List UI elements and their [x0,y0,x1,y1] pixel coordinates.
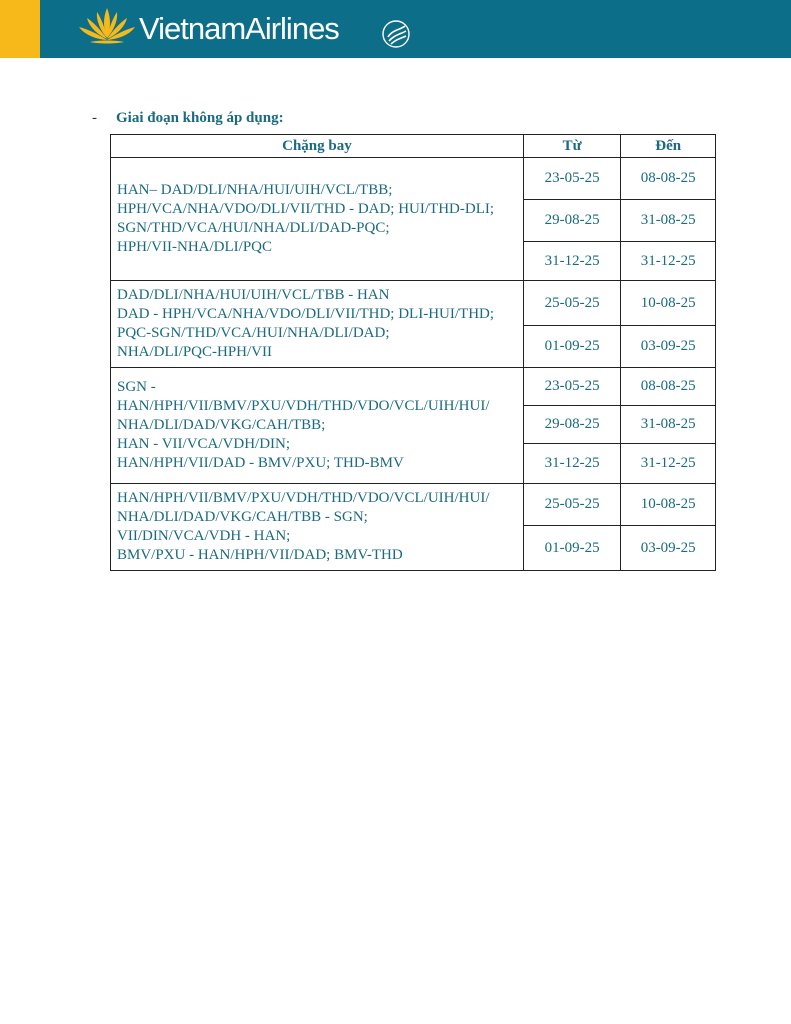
route-line: VII/DIN/VCA/VDH - HAN; [117,528,291,544]
date-to: 31-08-25 [621,406,716,444]
skyteam-logo-icon [376,12,416,52]
date-to: 31-12-25 [621,444,716,484]
date-to: 03-09-25 [621,326,716,368]
date-to: 10-08-25 [621,281,716,326]
brand-name: VietnamAirlines [139,11,339,46]
section-heading [92,110,284,127]
section-title: Giai đoạn không áp dụng: [116,110,284,126]
lotus-logo-icon [76,4,138,46]
date-from: 31-12-25 [523,242,621,281]
route-line: HAN/HPH/VII/BMV/PXU/VDH/THD/VDO/VCL/UIH/HUI/ [117,490,490,506]
header-bar [0,0,791,58]
date-to: 08-08-25 [621,368,716,406]
date-to: 03-09-25 [621,526,716,571]
header-route: Chặng bay [111,135,524,158]
date-from: 25-05-25 [523,281,621,326]
route-line: SGN - [117,379,156,395]
accent-stripe [0,0,40,58]
date-to: 10-08-25 [621,484,716,526]
route-line: HAN– DAD/DLI/NHA/HUI/UIH/VCL/TBB; [117,182,393,198]
date-from: 23-05-25 [523,158,621,200]
route-line: NHA/DLI/DAD/VKG/CAH/TBB - SGN; [117,509,368,525]
date-from: 29-08-25 [523,406,621,444]
route-line: HAN - VII/VCA/VDH/DIN; [117,436,291,452]
route-line: HPH/VCA/NHA/VDO/DLI/VII/THD - DAD; HUI/THD-DLI; [117,201,495,217]
date-to: 08-08-25 [621,158,716,200]
date-from: 25-05-25 [523,484,621,526]
header-from: Từ [523,135,621,158]
table-row [111,158,716,200]
route-line: DAD - HPH/VCA/NHA/VDO/DLI/VII/THD; DLI-HUI/THD; [117,306,495,322]
route-line: PQC-SGN/THD/VCA/HUI/NHA/DLI/DAD; [117,325,390,341]
route-line: BMV/PXU - HAN/HPH/VII/DAD; BMV-THD [117,547,403,563]
table-row [111,484,716,526]
table-row [111,368,716,406]
route-line: DAD/DLI/NHA/HUI/UIH/VCL/TBB - HAN [117,287,390,303]
route-line: SGN/THD/VCA/HUI/NHA/DLI/DAD-PQC; [117,220,390,236]
blackout-period-table [110,134,716,571]
route-line: NHA/DLI/DAD/VKG/CAH/TBB; [117,417,326,433]
route-cell [111,281,524,368]
date-to: 31-12-25 [621,242,716,281]
date-from: 29-08-25 [523,200,621,242]
route-line: HAN/HPH/VII/BMV/PXU/VDH/THD/VDO/VCL/UIH/HUI/ [117,398,490,414]
header-to: Đến [621,135,716,158]
route-line: HAN/HPH/VII/DAD - BMV/PXU; THD-BMV [117,455,404,471]
route-cell [111,368,524,484]
date-from: 31-12-25 [523,444,621,484]
table-header-row [111,135,716,158]
table-row [111,281,716,326]
route-line: NHA/DLI/PQC-HPH/VII [117,344,272,360]
date-from: 01-09-25 [523,326,621,368]
date-from: 01-09-25 [523,526,621,571]
date-to: 31-08-25 [621,200,716,242]
bullet-dash: - [92,110,97,126]
route-line: HPH/VII-NHA/DLI/PQC [117,239,272,255]
route-cell [111,484,524,571]
date-from: 23-05-25 [523,368,621,406]
route-cell [111,158,524,281]
